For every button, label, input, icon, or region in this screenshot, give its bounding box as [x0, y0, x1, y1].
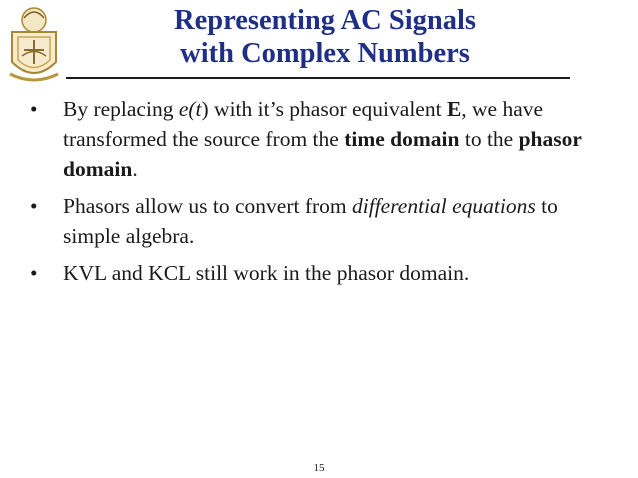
- bullet-2-text-2: to simple algebra.: [63, 194, 558, 248]
- bullet-1-text-3: , we have transformed the source from the: [63, 97, 544, 151]
- bullet-1-bold-phasor-domain: phasor domain: [63, 127, 582, 181]
- slide-title-line-1: Representing AC Signals: [174, 5, 476, 36]
- bullet-1-text-5: .: [132, 157, 138, 181]
- slide-title-line-2: with Complex Numbers: [180, 38, 470, 69]
- bullet-2-emphasis: differential equations: [352, 194, 536, 218]
- bullet-list: [30, 94, 600, 295]
- bullet-marker: •: [30, 194, 38, 218]
- crest-logo: [8, 4, 60, 88]
- bullet-1-text-2: ) with it’s phasor equivalent: [201, 97, 447, 121]
- bullet-item-3: [30, 258, 600, 288]
- bullet-item-1: [30, 94, 600, 184]
- bullet-1-emphasis: e(t: [178, 97, 202, 121]
- title-underline: [66, 77, 570, 79]
- bullet-1-text: By replacing: [63, 97, 179, 121]
- bullet-1-text-4: to the: [459, 127, 519, 151]
- slide-title: [95, 4, 555, 70]
- bullet-item-2: [30, 191, 600, 251]
- bullet-1-bold-time-domain: time domain: [344, 127, 460, 151]
- page-number: 15: [313, 462, 325, 474]
- bullet-1-bold-e: E: [446, 97, 462, 121]
- bullet-3-text: KVL and KCL still work in the phasor domain.: [63, 261, 470, 285]
- bullet-marker: •: [30, 261, 38, 285]
- bullet-2-text: Phasors allow us to convert from: [63, 194, 353, 218]
- bullet-marker: •: [30, 97, 38, 121]
